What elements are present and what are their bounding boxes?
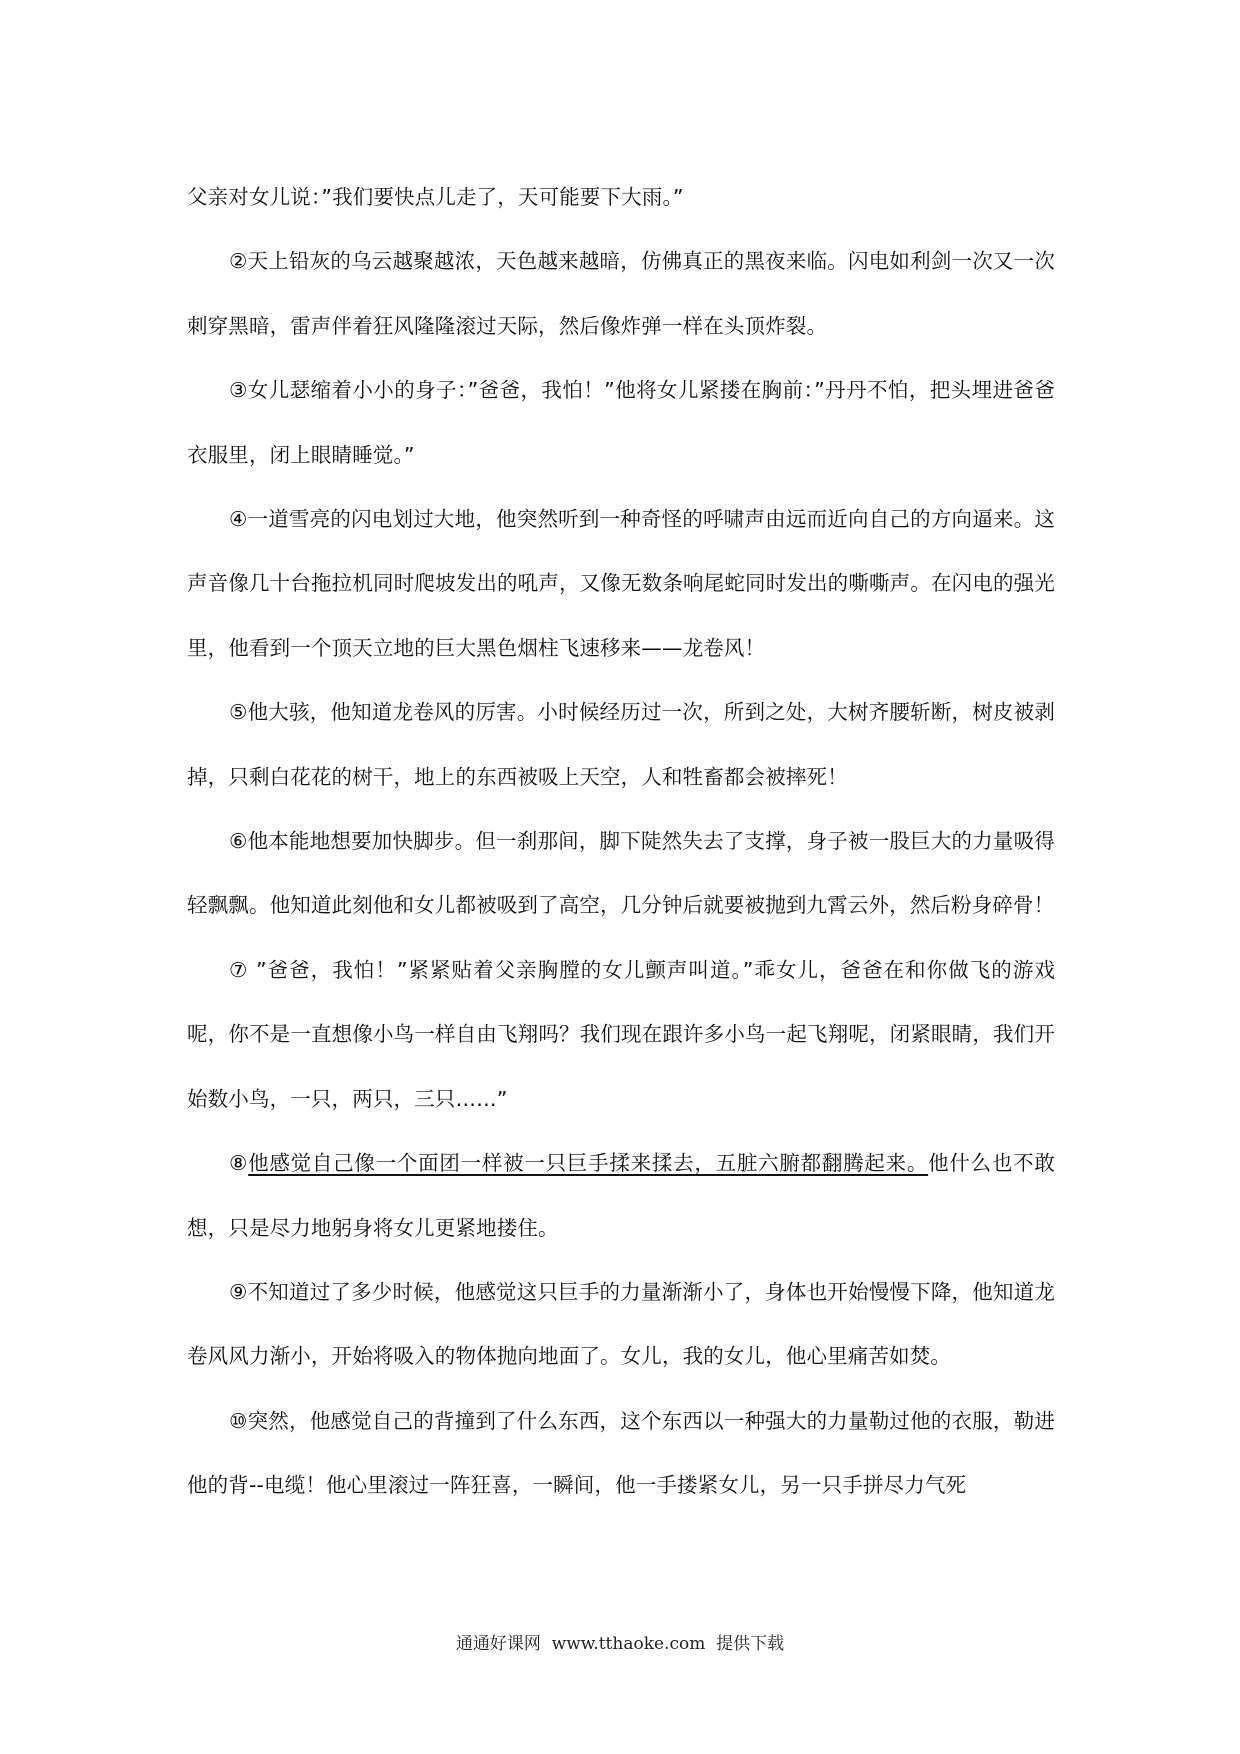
underlined-sentence: 他感觉自己像一个面团一样被一只巨手揉来揉去，五脏六腑都翻腾起来。 [248,1151,929,1176]
paragraph-1: 父亲对女儿说：”我们要快点儿走了，天可能要下大雨。” [187,185,684,209]
paragraph-8 [187,1131,1055,1260]
paragraph-6: ⑥他本能地想要加快脚步。但一刹那间，脚下陡然失去了支撑，身子被一股巨大的力量吸得轻飘飘。他知道此刻他和女儿都被吸到了高空，几分钟后就要被抛到九霄云外，然后粉身碎骨！ [187,829,1055,918]
page-footer: 通通好课网 www.tthaoke.com 提供下载 [455,1634,785,1654]
paragraph-9: ⑨不知道过了多少时候，他感觉这只巨手的力量渐渐小了，身体也开始慢慢下降，他知道龙卷风风力渐小，开始将吸入的物体抛向地面了。女儿，我的女儿，他心里痛苦如焚。 [187,1279,1055,1369]
paragraph-10: ⑩突然，他感觉自己的背撞到了什么东西，这个东西以一种强大的力量勒过他的衣服，勒进他的背--电缆！他心里滚过一阵狂喜，一瞬间，他一手搂紧女儿，另一只手拼尽力气死 [187,1408,1055,1498]
paragraph-2: ②天上铅灰的乌云越聚越浓，天色越来越暗，仿佛真正的黑夜来临。闪电如利剑一次又一次刺穿黑暗，雷声伴着狂风隆隆滚过天际，然后像炸弹一样在头顶炸裂。 [187,249,1055,338]
paragraph-8-number: ⑧ [229,1151,249,1176]
article-body [187,165,1055,1518]
paragraph-3: ③女儿瑟缩着小小的身子：”爸爸，我怕！”他将女儿紧搂在胸前：”丹丹不怕，把头埋进爸爸衣服里，闭上眼睛睡觉。” [187,378,1055,467]
paragraph-5: ⑤他大骇，他知道龙卷风的厉害。小时候经历过一次，所到之处，大树齐腰斩断，树皮被剥掉，只剩白花花的树干，地上的东西被吸上天空，人和牲畜都会被摔死！ [187,700,1055,789]
paragraph-4: ④一道雪亮的闪电划过大地，他突然听到一种奇怪的呼啸声由远而近向自己的方向逼来。这声音像几十台拖拉机同时爬坡发出的吼声，又像无数条响尾蛇同时发出的嘶嘶声。在闪电的强光里，他看到一个顶天立地的巨大黑色烟柱飞速移来——龙卷风！ [187,507,1055,660]
paragraph-8-rest: 他什么也不敢想，只是尽力地躬身将女儿更紧地搂住。 [187,1151,1056,1240]
paragraph-7: ⑦ ”爸爸，我怕！”紧紧贴着父亲胸膛的女儿颤声叫道。”乖女儿，爸爸在和你做飞的游戏呢，你不是一直想像小鸟一样自由飞翔吗？我们现在跟许多小鸟一起飞翔呢，闭紧眼睛，我们开始数小鸟，一只，两只，三只……” [187,957,1055,1111]
